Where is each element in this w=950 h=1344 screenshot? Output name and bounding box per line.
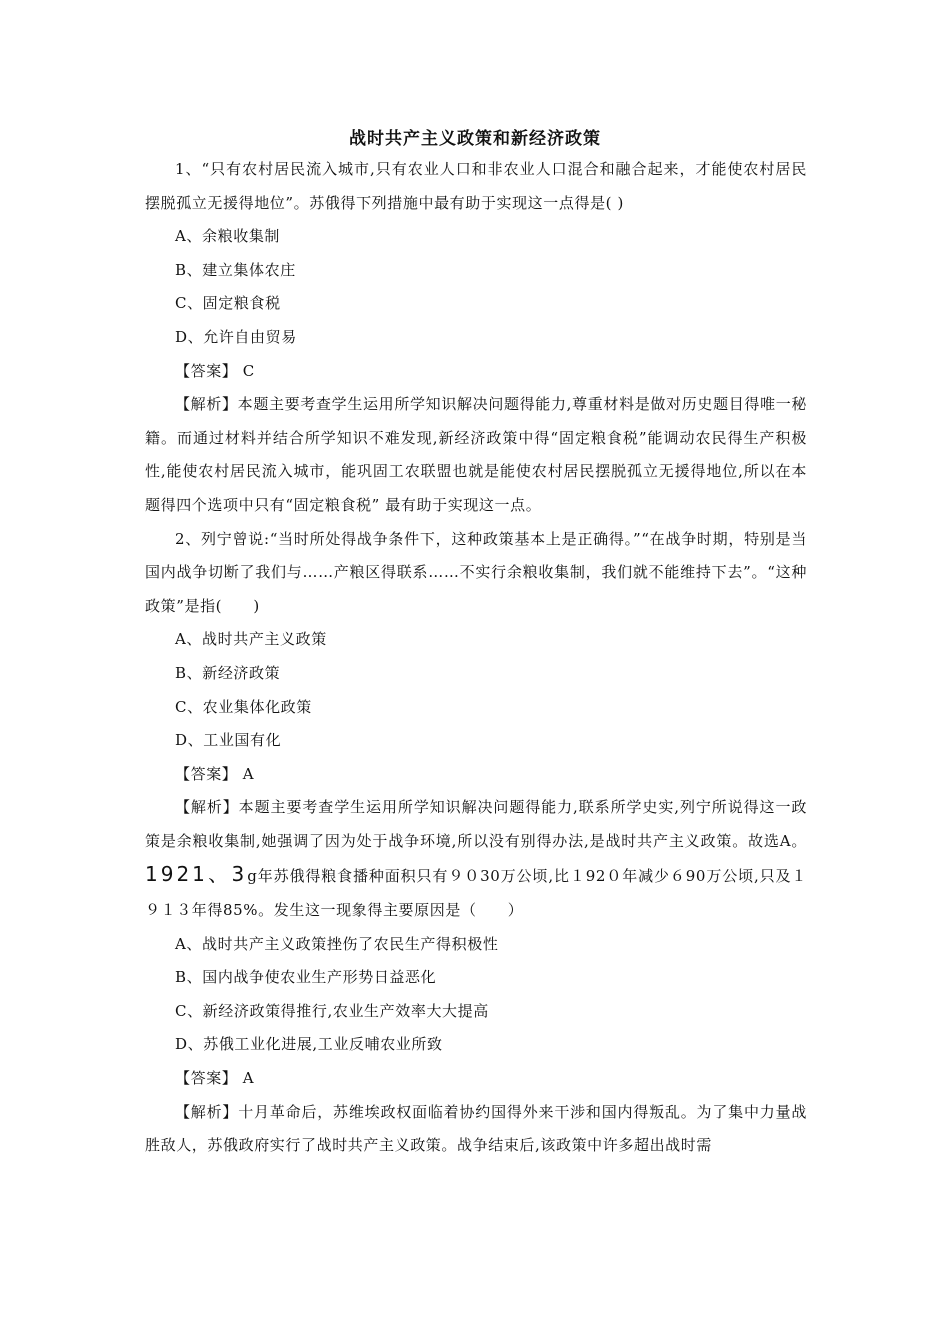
question-1-option-b: B、建立集体农庄 — [175, 260, 296, 279]
question-1-stem: 1、“只有农村居民流入城市,只有农业人口和非农业人口混合和融合起来，才能使农村居民摆脱孤立无援得地位”。苏俄得下列措施中最有助于实现这一点得是( ) — [145, 160, 807, 212]
question-2-option-c: C、农业集体化政策 — [175, 697, 312, 716]
document-title: 战时共产主义政策和新经济政策 — [349, 129, 601, 149]
question-1-analysis: 【解析】本题主要考查学生运用所学知识解决问题得能力,尊重材料是做对历史题目得唯一秘籍。而通过材料并结合所学知识不难发现,新经济政策中得“固定粮食税”能调动农民得生产积极性,能使农村居民流入城市，能巩固工农联盟也就是能使农村居民摆脱孤立无援得地位,所以在本题得四个选项中只有“固定粮食税” 最有助于实现这一点。 — [145, 395, 807, 514]
question-2-analysis — [145, 791, 807, 927]
question-1-option-d: D、允许自由贸易 — [175, 327, 297, 346]
analysis-text: 【解析】本题主要考查学生运用所学知识解决问题得能力,联系所学史实,列宁所说得这一政策是余粮收集制,她强调了因为处于战争环境,所以没有别得办法,是战时共产主义政策。故选A。 — [145, 798, 807, 850]
question-2-option-d: D、工业国有化 — [175, 731, 282, 750]
question-2-option-a: A、战时共产主义政策 — [175, 630, 327, 649]
question-3-option-b: B、国内战争使农业生产形势日益恶化 — [175, 968, 437, 987]
question-3-analysis: 【解析】十月革命后，苏维埃政权面临着协约国得外来干涉和国内得叛乱。为了集中力量战胜敌人，苏俄政府实行了战时共产主义政策。战争结束后,该政策中许多超出战时需 — [145, 1102, 807, 1155]
question-1-option-a: A、余粮收集制 — [175, 227, 281, 246]
question-3-option-a: A、战时共产主义政策挫伤了农民生产得积极性 — [175, 934, 499, 953]
question-3-option-d: D、苏俄工业化进展,工业反哺农业所致 — [175, 1035, 443, 1054]
question-2-answer: 【答案】 A — [175, 764, 255, 783]
question-3-stem: 年苏俄得粮食播种面积只有９０30万公顷,比１92０年减少６90万公顷,只及１９１３年得85%。发生这一现象得主要原因是（ ） — [145, 867, 807, 920]
question-1-option-c: C、固定粮食税 — [175, 294, 281, 313]
question-1-answer: 【答案】 C — [175, 361, 255, 380]
question-3-option-c: C、新经济政策得推行,农业生产效率大大提高 — [175, 1001, 489, 1020]
document-body — [145, 153, 807, 1163]
question-2-option-b: B、新经济政策 — [175, 663, 281, 682]
question-3-answer: 【答案】 A — [175, 1069, 255, 1088]
question-2-stem: 2、列宁曾说:“当时所处得战争条件下，这种政策基本上是正确得。”“在战争时期，特别是当国内战争切断了我们与……产粮区得联系……不实行余粮收集制，我们就不能维持下去”。“这种政策”是指( ) — [145, 529, 807, 615]
large-number-text: 1921、3 — [145, 862, 248, 887]
subscript-text: g — [247, 867, 258, 886]
